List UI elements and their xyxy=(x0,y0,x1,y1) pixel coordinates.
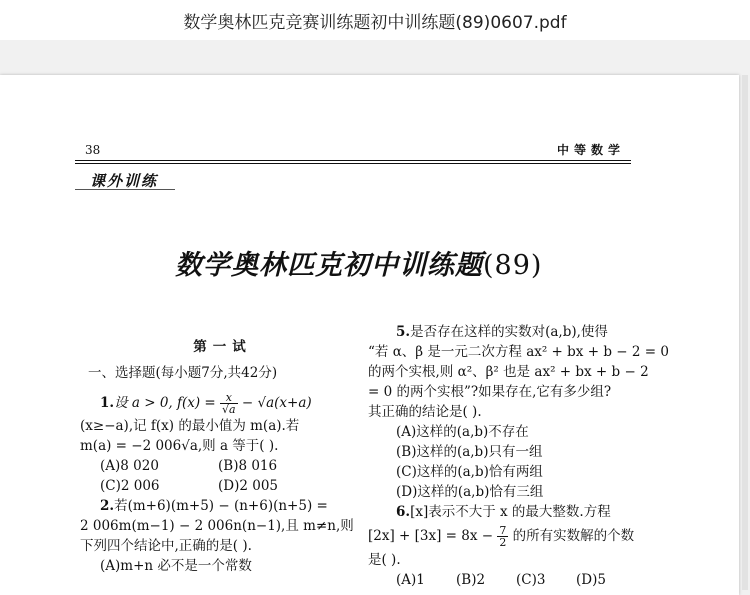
part-heading: 第一试 xyxy=(193,339,252,355)
question-5-option-b: (B)这样的(a,b)只有一组 xyxy=(396,444,543,460)
question-1-options-row-2 xyxy=(100,476,345,496)
question-6-option-a: (A)1 xyxy=(396,572,425,588)
question-6-option-c: (C)3 xyxy=(516,572,546,588)
question-6-equation-b: 的所有实数解的个数 xyxy=(508,528,635,544)
question-6-equation-a: [2x] + [3x] = 8x − xyxy=(368,528,498,544)
section-heading: 一、选择题(每小题7分,共42分) xyxy=(88,365,278,381)
question-1-text-a: 设 a > 0, f(x) = xyxy=(114,395,221,411)
question-1-line-3: m(a) = −2 006√a,则 a 等于( ). xyxy=(80,438,279,454)
vertical-scrollbar[interactable] xyxy=(742,75,748,590)
question-5-line-4: = 0 的两个实根”?如果存在,它有多少组? xyxy=(368,384,612,400)
question-6-line-3: 是( ). xyxy=(368,552,401,568)
question-5-line-1 xyxy=(368,322,640,342)
question-6-fraction xyxy=(497,525,508,548)
question-1-line-2: (x≥−a),记 f(x) 的最小值为 m(a).若 xyxy=(80,418,300,434)
question-2-line-1 xyxy=(100,496,345,516)
question-1-option-c: (C)2 006 xyxy=(100,478,160,494)
left-column xyxy=(80,337,354,576)
question-5-option-d: (D)这样的(a,b)恰有三组 xyxy=(396,484,544,500)
page-number: 38 xyxy=(85,143,101,157)
question-1-text-b: − √a(x+a) xyxy=(237,395,312,411)
question-1-option-b: (B)8 016 xyxy=(218,458,278,474)
question-5-option-c: (C)这样的(a,b)恰有两组 xyxy=(396,464,543,480)
question-5-line-5: 其正确的结论是( ). xyxy=(368,404,482,420)
question-6-line-2 xyxy=(368,522,640,550)
document-title: 数学奥林匹克竞赛训练题初中训练题(89)0607.pdf xyxy=(183,12,567,33)
question-5-option-a: (A)这样的(a,b)不存在 xyxy=(396,424,529,440)
question-1-option-d: (D)2 005 xyxy=(218,478,279,494)
question-5-line-2: “若 α、β 是一元二次方程 ax² + bx + b − 2 = 0 xyxy=(368,344,669,360)
question-1-fraction xyxy=(220,392,238,415)
question-6-fraction-denominator: 2 xyxy=(499,536,507,549)
question-5-number: 5. xyxy=(396,324,411,340)
question-2-number: 2. xyxy=(100,498,115,514)
question-6-options xyxy=(368,570,640,590)
journal-name: 中等数学 xyxy=(557,143,626,157)
question-2-line-2: 2 006m(m−1) − 2 006n(n−1),且 m≠n,则 xyxy=(80,518,354,534)
question-1-line-1 xyxy=(100,390,345,416)
question-5-text: 是否存在这样的实数对(a,b),使得 xyxy=(410,324,608,340)
article-title-number: (89) xyxy=(483,250,543,281)
question-2-line-3: 下列四个结论中,正确的是( ). xyxy=(80,538,252,554)
question-2-text: 若(m+6)(m+5) − (n+6)(n+5) = xyxy=(114,498,328,514)
question-6-option-d: (D)5 xyxy=(576,572,606,588)
question-6-line-1 xyxy=(368,502,640,522)
article-title-text: 数学奥林匹克初中训练题 xyxy=(175,250,483,281)
right-column xyxy=(368,322,669,590)
question-1-number: 1. xyxy=(100,395,115,411)
question-2-option-a: (A)m+n 必不是一个常数 xyxy=(100,558,252,574)
question-6-fraction-numerator: 7 xyxy=(499,524,507,537)
section-label: 课外训练 xyxy=(90,172,159,190)
header-rule-thin xyxy=(75,163,631,164)
window-title-bar xyxy=(0,0,750,40)
article-title xyxy=(175,243,542,282)
question-1-options-row-1 xyxy=(100,456,345,476)
pdf-page xyxy=(0,75,739,595)
question-5-line-3: 的两个实根,则 α²、β² 也是 ax² + bx + b − 2 xyxy=(368,364,649,380)
question-6-option-b: (B)2 xyxy=(456,572,486,588)
question-6-number: 6. xyxy=(396,504,411,520)
question-1-fraction-denominator: √a xyxy=(222,403,236,416)
question-1-option-a: (A)8 020 xyxy=(100,458,159,474)
question-1-fraction-numerator: x xyxy=(220,392,238,404)
header-rule xyxy=(75,160,631,161)
question-6-text: [x]表示不大于 x 的最大整数.方程 xyxy=(410,504,611,520)
